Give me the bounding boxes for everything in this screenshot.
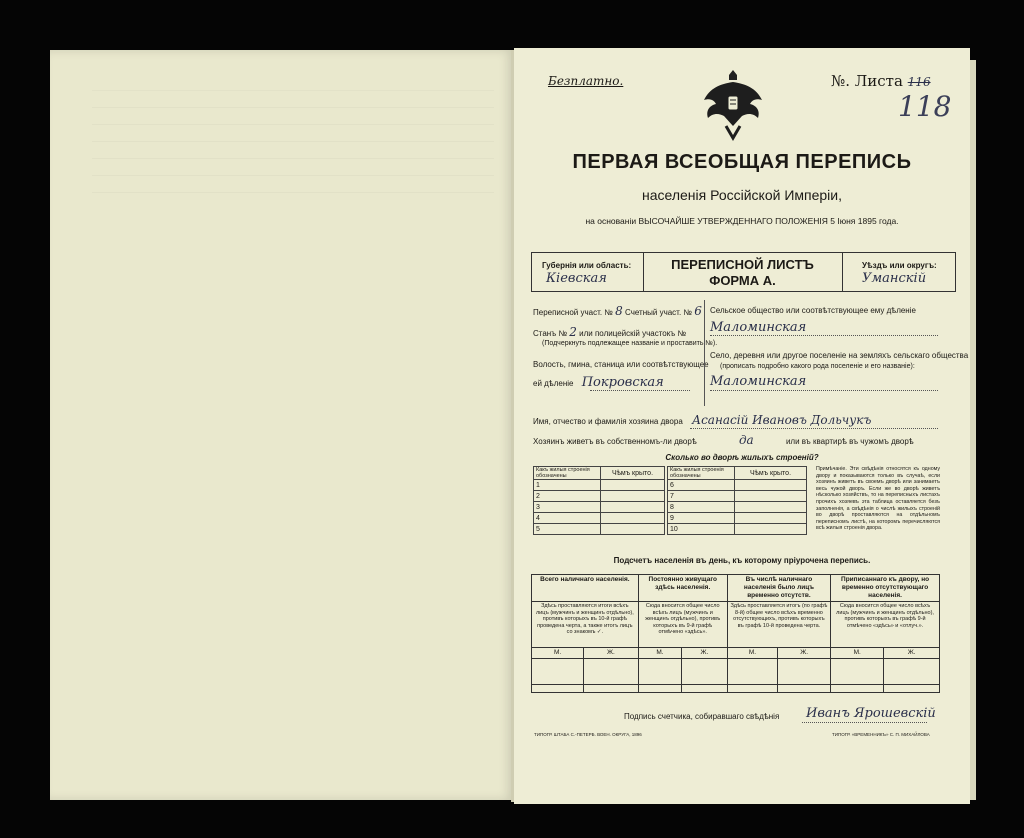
province-value: Кіевская [546,271,607,286]
village-label: Село, деревня или другое поселеніе на земляхъ сельскаго общества [710,351,969,360]
sheet-number-handwritten: 118 [898,90,952,123]
census-unit-field: Переписной участ. № 8 Счетный участ. № 6 [533,304,702,318]
society-label: Сельское общество или соотвѣтствующее ему дѣленіе [710,306,916,315]
district-value: Уманскій [862,271,927,286]
sheet-number-label: №. Листа [831,72,903,90]
buildings-note: Примѣчаніе. Эти свѣдѣнія относятся къ одному двору и показываются только въ случаѣ, если хозяинъ живетъ въ своемъ дворѣ или занимаетъ весь чужой дворъ. Если же во дворѣ живетъ нѣсколько хозяйствъ, то на переписныхъ листахъ прочихъ хозяевъ эта таблица оставляется безъ заполненія, а свѣдѣнія о числѣ жилыхъ строеній во дворѣ проставляются на отдѣльномъ переписномъ листѣ, на которомъ перечисляются всѣ жилыя строенія двора. [816,466,940,532]
imperial-eagle-icon [700,66,766,142]
buildings-table-left: Какъ жилыя строенія обозначены Чѣмъ крыто. 1 2 3 4 5 [533,466,665,535]
free-label: Безплатно. [548,74,624,88]
stan-field: Станъ № 2 или полицейскій участокъ № [533,325,687,339]
buildings-heading: Сколько во дворѣ жилыхъ строеній? [665,453,819,462]
owner-label: Имя, отчество и фамилія хозяина двора [533,417,683,426]
printer-right: ТИПОГР. «ВРЕМЕННИКЪ» С. П. МИХАЙЛОВА [832,732,930,737]
census-form-page [514,48,970,804]
province-label: Губернія или область: [542,261,632,270]
volost-field: ей дѣленіе Покровская [533,375,664,390]
form-type-letter: ФОРМА А. [709,273,776,288]
form-header-box [531,252,956,292]
left-page [50,50,514,800]
stan-note: (Подчеркнуть подлежащее названіе и проставить №). [542,340,718,347]
form-type-title: ПЕРЕПИСНОЙ ЛИСТЪ [671,257,814,272]
sheet-number-old: 116 [907,75,931,89]
form-basis: на основаніи ВЫСОЧАЙШЕ УТВЕРЖДЕННАГО ПОЛОЖЕНІЯ 5 Іюня 1895 года. [585,216,899,226]
owner-lives-field: Хозяинъ живетъ въ собственномъ-ли дворѣ да или въ квартирѣ въ чужомъ дворѣ [533,433,914,447]
form-subtitle: населенія Россійской Имперіи, [642,187,842,203]
volost-label: Волость, гмина, станица или соотвѣтствующее [533,360,709,369]
owner-value: Асанасій Ивановъ Дольчукъ [692,413,872,427]
printer-left: ТИПОГР. ШТАБА С.-ПЕТЕРБ. ВОЕН. ОКРУГА, 1896 [534,732,642,737]
village-value: Маломинская [710,374,807,389]
sheet-number [831,72,931,90]
bleed-through-lines [92,90,494,251]
buildings-table-right: Какъ жилыя строенія обозначены Чѣмъ крыто. 6 7 8 9 10 [667,466,807,535]
population-heading: Подсчетъ населенія въ день, къ которому пріурочена перепись. [613,556,871,565]
population-table: Всего наличнаго населенія. Постоянно живущаго здѣсь населенія. Въ числѣ наличнаго населенія было лицъ временно отсутств. Приписаннаго къ двору, но временно отсутствующаго населенія. Здѣсь проставляются итоги всѣхъ лицъ (мужчинъ и женщинъ отдѣльно), противъ которыхъ въ 10-й графѣ проведена черта, а также итогъ лицъ со знакомъ ✓. Сюда вносится общее число всѣхъ лицъ (мужчинъ и женщинъ отдѣльно), противъ которыхъ въ 9-й графѣ отмѣчено «здѣсь». Здѣсь проставляется итогъ (по графѣ 8-й) общее число всѣхъ временно отсутствующихъ, противъ которыхъ въ графѣ 10-й проведена черта. Сюда вносится общее число всѣхъ лицъ (мужчинъ и женщинъ отдѣльно), противъ которыхъ въ графѣ 9-й отмѣчено «здѣсь» и «отлуч.». М. Ж. М. Ж. М. Ж. М. Ж. [531,574,940,693]
signature-value: Иванъ Ярошевскій [806,706,936,721]
village-note: (прописать подробно какого рода поселеніе и его названіе): [720,363,915,370]
signature-label: Подпись счетчика, собиравшаго свѣдѣнія [624,712,780,721]
form-title: ПЕРВАЯ ВСЕОБЩАЯ ПЕРЕПИСЬ [572,151,912,173]
page-edge [970,60,976,800]
district-label: Уѣздъ или округъ: [862,261,937,270]
society-value: Маломинская [710,320,807,335]
